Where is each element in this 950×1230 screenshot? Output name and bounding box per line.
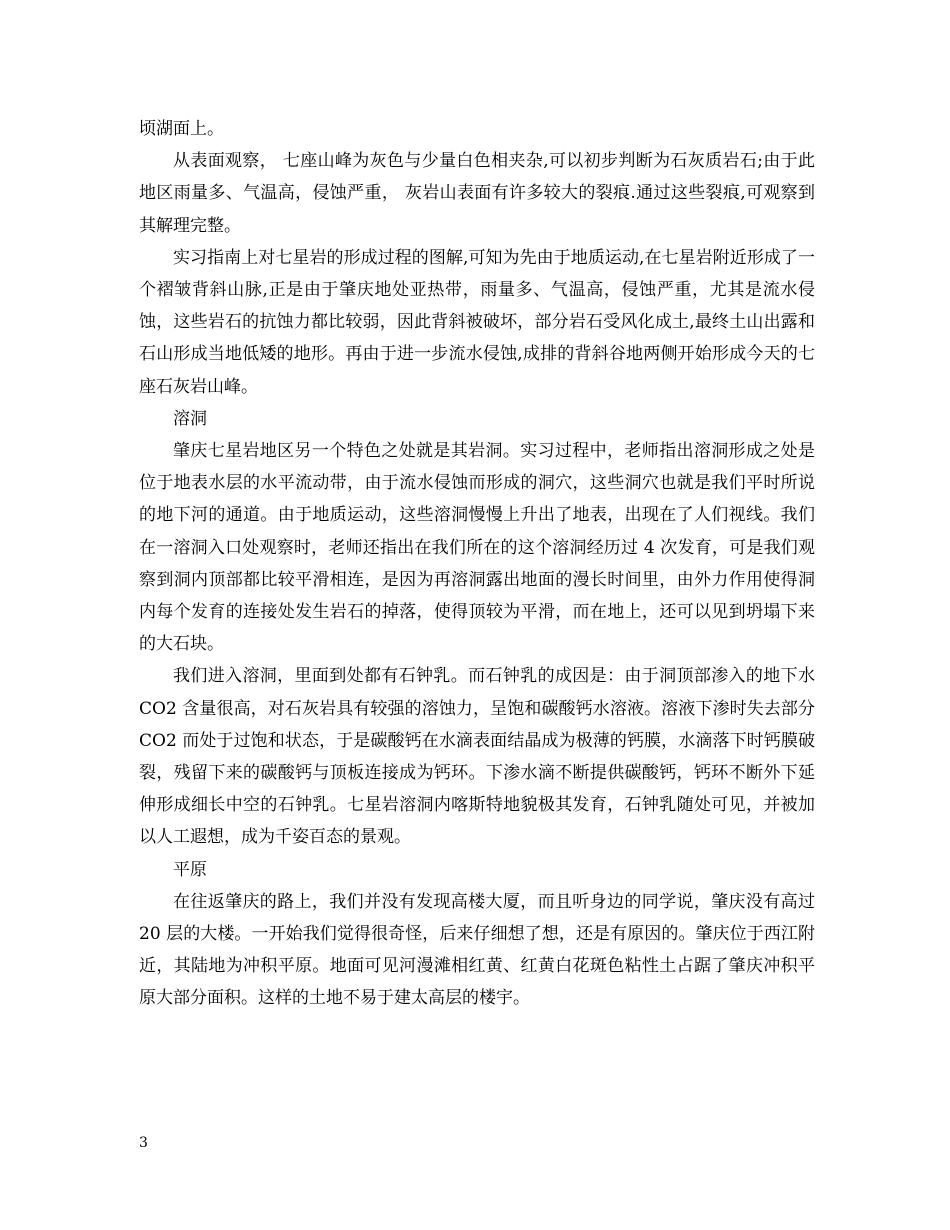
page-body [139,113,815,1015]
section-heading-plain: 平原 [173,859,207,880]
paragraph-alluvial-plain: 在往返肇庆的路上，我们并没有发现高楼大厦，而且听身边的同学说，肇庆没有高过 20 层的大楼。一开始我们觉得很奇怪，后来仔细想了想，还是有原因的。肇庆位于西江附近，其陆地为冲积平原。地面可见河漫滩相红黄、红黄白花斑色粘性土占踞了肇庆冲积平原大部分面积。这样的土地不易于建太高层的楼宇。 [139,891,815,1009]
paragraph-continuation: 顷湖面上。 [139,119,224,139]
paragraph-cave-formation: 肇庆七星岩地区另一个特色之处就是其岩洞。实习过程中，老师指出溶洞形成之处是位于地表水层的水平流动带，由于流水侵蚀而形成的洞穴，这些洞穴也就是我们平时所说的地下河的通道。由于地质运动，这些溶洞慢慢上升出了地表，出现在了人们视线。我们在一溶洞入口处观察时，老师还指出在我们所在的这个溶洞经历过 4 次发育，可是我们观察到洞内顶部都比较平滑相连，是因为再溶洞露出地面的漫长时间里，由外力作用使得洞内每个发育的连接处发生岩石的掉落，使得顶较为平滑，而在地上，还可以见到坍塌下来的大石块。 [139,441,815,655]
paragraph-formation-process: 实习指南上对七星岩的形成过程的图解,可知为先由于地质运动,在七星岩附近形成了一个褶皱背斜山脉,正是由于肇庆地处亚热带，雨量多、气温高，侵蚀严重，尤其是流水侵蚀，这些岩石的抗蚀力都比较弱，因此背斜被破坏，部分岩石受风化成土,最终土山出露和石山形成当地低矮的地形。再由于进一步流水侵蚀,成排的背斜谷地两侧开始形成今天的七座石灰岩山峰。 [139,247,815,397]
paragraph-stalactites: 我们进入溶洞，里面到处都有石钟乳。而石钟乳的成因是：由于洞顶部渗入的地下水 CO2 含量很高，对石灰岩具有较强的溶蚀力，呈饱和碳酸钙水溶液。溶液下渗时失去部分 CO2 而处于过饱和状态，于是碳酸钙在水滴表面结晶成为极薄的钙膜，水滴落下时钙膜破裂，残留下来的碳酸钙与顶板连接成为钙环。下渗水滴不断提供碳酸钙，钙环不断外下延伸形成细长中空的石钟乳。七星岩溶洞内喀斯特地貌极其发育，石钟乳随处可见，并被加以人工遐想，成为千姿百态的景观。 [139,666,815,848]
section-heading-karst-cave: 溶洞 [173,408,207,429]
page-number: 3 [139,1135,148,1151]
paragraph-surface-observation: 从表面观察， 七座山峰为灰色与少量白色相夹杂,可以初步判断为石灰质岩石;由于此地区雨量多、气温高，侵蚀严重， 灰岩山表面有许多较大的裂痕.通过这些裂痕,可观察到其解理完整。 [139,151,815,236]
